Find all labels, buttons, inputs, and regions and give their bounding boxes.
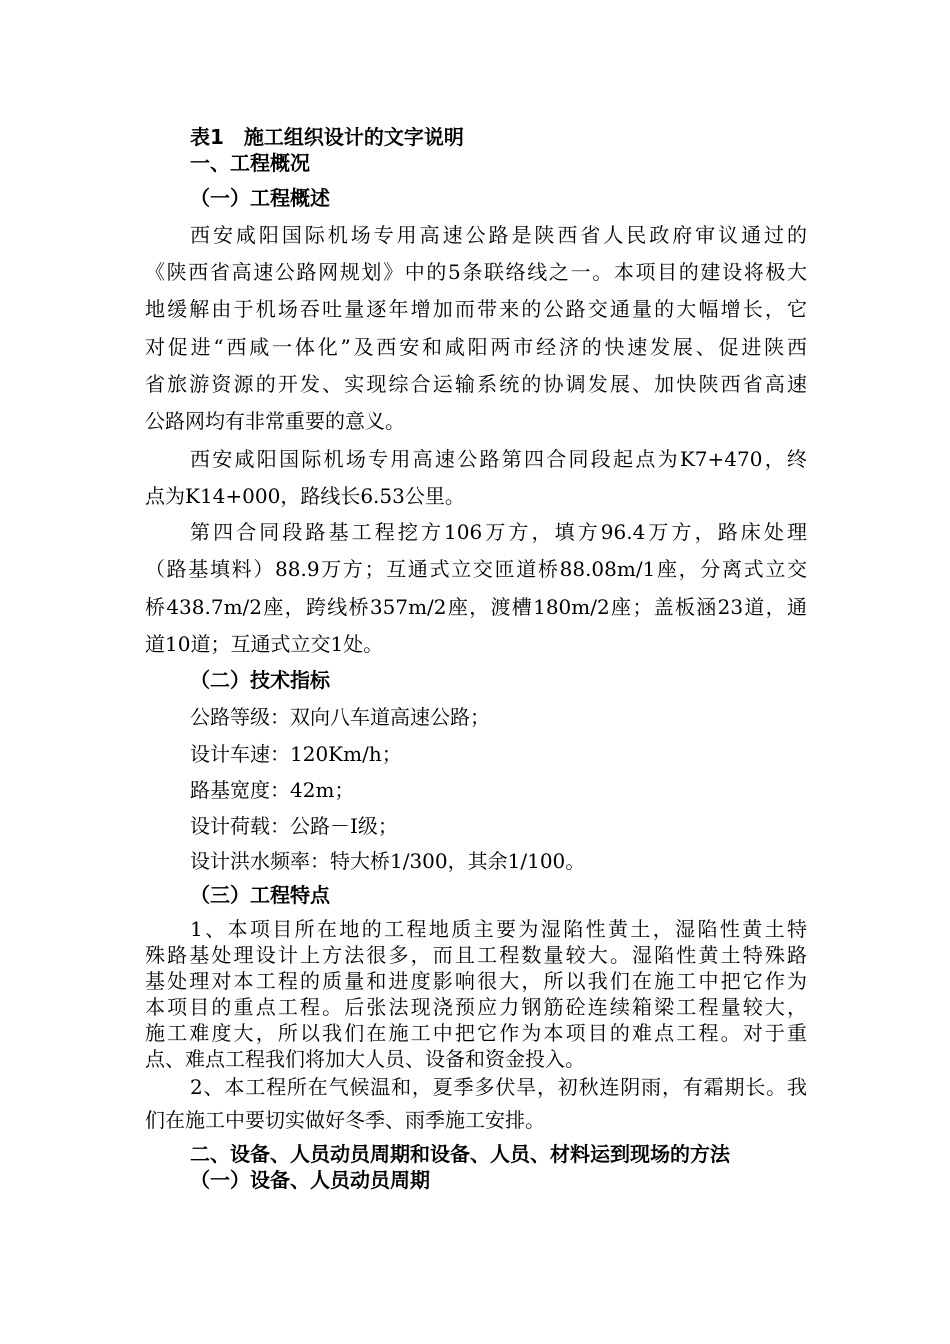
overview-p3-line: 道10道；互通式立交1处。 [145,632,384,656]
features-p1-line: 1、本项目所在地的工程地质主要为湿陷性黄土，湿陷性黄土特 [190,917,807,941]
spec-item-road-grade: 公路等级：双向八车道高速公路； [190,705,490,729]
overview-p1-line: 《陕西省高速公路网规划》中的5条联络线之一。本项目的建设将极大 [145,260,807,284]
spec-item-design-speed: 设计车速：120Km/h； [190,742,402,766]
overview-p3-line: （路基填料）88.9万方；互通式立交匝道桥88.08m/1座，分离式立交 [145,557,807,581]
overview-p2-line: 点为K14+000，路线长6.53公里。 [145,484,465,508]
spec-item-subgrade-width: 路基宽度：42m； [190,778,355,802]
overview-p1-line: 公路网均有非常重要的意义。 [145,409,405,433]
spec-item-flood-frequency: 设计洪水频率：特大桥1/300，其余1/100。 [190,849,586,873]
features-p2-line: 们在施工中要切实做好冬季、雨季施工安排。 [145,1108,545,1132]
features-p1-line: 殊路基处理设计上方法很多，而且工程数量较大。湿陷性黄土特殊路 [145,943,807,967]
spec-item-design-load: 设计荷载：公路－Ⅰ级； [190,814,398,838]
subsection-1-3-heading: （三）工程特点 [190,883,330,907]
overview-p3-line: 桥438.7m/2座，跨线桥357m/2座，渡槽180m/2座；盖板涵23道，通 [145,595,807,619]
section-2-heading: 二、设备、人员动员周期和设备、人员、材料运到现场的方法 [190,1142,730,1166]
subsection-1-1-heading: （一）工程概述 [190,186,330,210]
features-p1-line: 基处理对本工程的质量和进度影响很大，所以我们在施工中把它作为 [145,969,807,993]
subsection-2-1-heading: （一）设备、人员动员周期 [190,1168,430,1192]
features-p1-line: 本项目的重点工程。后张法现浇预应力钢筋砼连续箱梁工程量较大， [145,995,807,1019]
features-p2-line: 2、本工程所在气候温和，夏季多伏旱，初秋连阴雨，有霜期长。我 [190,1075,807,1099]
features-p1-line: 点、难点工程我们将加大人员、设备和资金投入。 [145,1047,585,1071]
overview-p1-line: 地缓解由于机场吞吐量逐年增加而带来的公路交通量的大幅增长，它 [145,297,807,321]
overview-p1-line: 对促进“西咸一体化”及西安和咸阳两市经济的快速发展、促进陕西 [145,335,807,359]
overview-p1-line: 西安咸阳国际机场专用高速公路是陕西省人民政府审议通过的 [190,223,807,247]
overview-p2-line: 西安咸阳国际机场专用高速公路第四合同段起点为K7+470，终 [190,447,807,471]
overview-p3-line: 第四合同段路基工程挖方106万方，填方96.4万方，路床处理 [190,520,807,544]
features-p1-line: 施工难度大，所以我们在施工中把它作为本项目的难点工程。对于重 [145,1021,807,1045]
section-1-heading: 一、工程概况 [190,151,310,175]
subsection-1-2-heading: （二）技术指标 [190,668,330,692]
overview-p1-line: 省旅游资源的开发、实现综合运输系统的协调发展、加快陕西省高速 [145,372,807,396]
table-title: 表1 施工组织设计的文字说明 [190,125,464,149]
